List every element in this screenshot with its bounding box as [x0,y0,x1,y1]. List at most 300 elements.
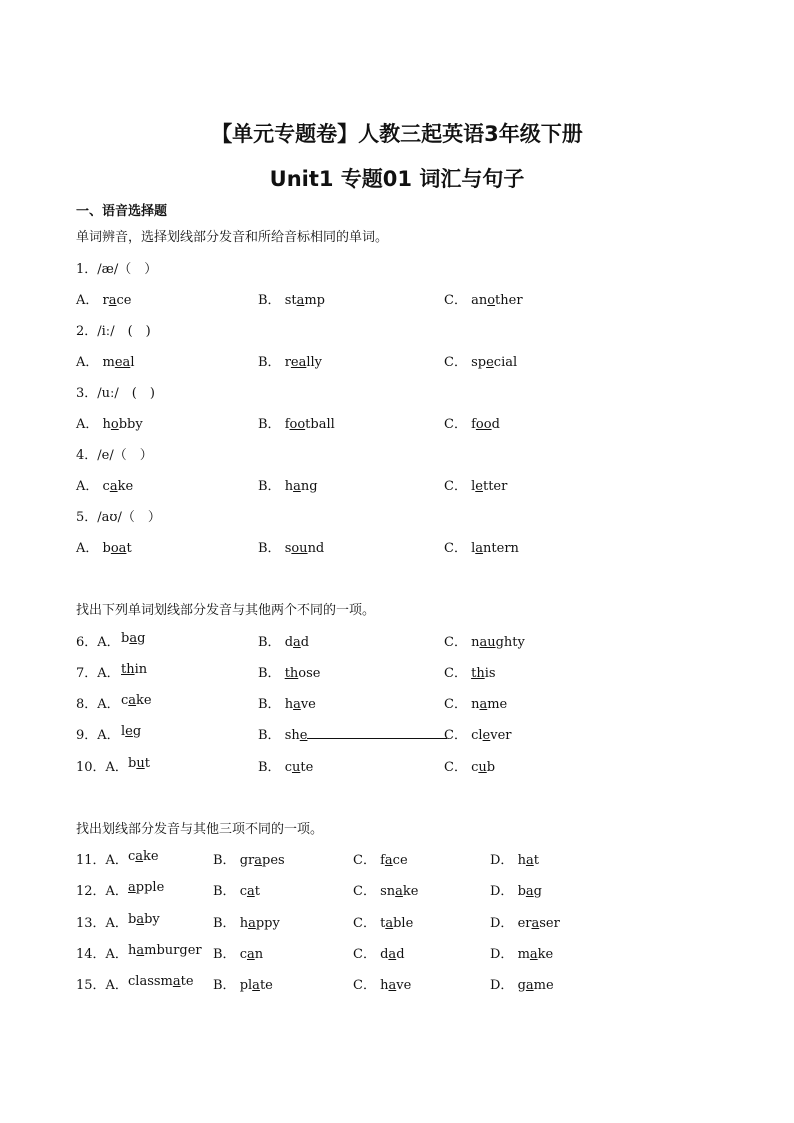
word-part: g [137,631,146,646]
underlined-sound: a [388,978,397,993]
word-part: ke [117,479,134,494]
option-c [444,662,496,681]
option-word [380,884,418,899]
option-b [213,849,285,868]
option-letter: B． [258,417,285,432]
word-part: ve [396,978,412,993]
option-word [380,978,411,993]
option-letter: C． [444,479,472,494]
option-word [121,662,147,677]
word-part: classm [128,974,173,989]
option-a [121,631,145,646]
option-a [128,880,164,895]
option-letter: C． [444,760,472,775]
word-part: lly [306,355,323,370]
option-word [285,760,314,775]
option-letter: D． [490,916,518,931]
word-part: ghty [495,635,525,650]
option-d [490,880,542,899]
word-part: d [284,635,294,650]
word-part: h [128,943,137,958]
underlined-sound: a [531,916,540,931]
underlined-sound: u [478,760,487,775]
word-part: c [239,947,247,962]
word-part: l [471,541,476,556]
option-letter: B． [213,853,240,868]
option-word [103,417,143,432]
option-word [471,760,495,775]
option-letter: D． [490,884,518,899]
option-letter: C． [444,697,472,712]
option-a [121,724,141,739]
option-letter: B． [258,293,285,308]
option-word [380,916,413,931]
option-c [353,880,418,899]
word-part: c [102,479,110,494]
option-a [121,662,147,677]
option-d [490,849,539,868]
option-b [258,693,316,712]
underlined-sound: a [388,947,397,962]
option-letter: A． [76,293,103,308]
underlined-sound: th [284,666,299,681]
word-part: ppy [255,916,280,931]
option-c [353,943,405,962]
option-letter: B． [258,728,285,743]
option-c [353,849,408,868]
question-number: 8．A． [76,697,120,712]
option-word [518,853,539,868]
word-part: mburger [144,943,202,958]
option-word [518,978,554,993]
underlined-sound: a [293,479,301,494]
option-word [471,293,522,308]
option-letter: A． [76,417,103,432]
word-part: t [380,916,386,931]
option-word [128,880,164,895]
underlined-sound: e [125,724,133,739]
underlined-sound: a [525,853,534,868]
word-part: sn [380,884,396,899]
word-part: b [486,760,496,775]
underlined-sound: e [482,728,491,743]
underlined-sound: a [293,697,301,712]
option-word [285,417,335,432]
option-letter: C． [444,293,472,308]
underlined-sound: oa [110,541,127,556]
underlined-sound: a [172,974,181,989]
word-part: tter [482,479,508,494]
option-word [518,884,542,899]
word-part: l [121,724,126,739]
question-row [0,974,794,994]
underlined-sound: th [121,662,135,677]
question-row [0,631,794,651]
word-part: b [517,884,526,899]
option-letter: C． [353,947,381,962]
option-a [128,849,159,864]
option-letter: C． [444,541,472,556]
underlined-sound: ea [290,355,307,370]
option-b [258,413,335,432]
option-word [240,884,260,899]
underlined-sound: ou [291,541,308,556]
option-word [285,635,309,650]
underlined-sound: ea [114,355,131,370]
word-part: t [533,853,539,868]
underlined-sound: a [525,884,534,899]
option-letter: B． [258,666,285,681]
option-c [353,974,411,993]
option-word [471,355,517,370]
underlined-sound: au [479,635,496,650]
underlined-sound: a [136,912,145,927]
option-letter: B． [213,978,240,993]
option-word [128,912,160,927]
option-b [213,880,260,899]
option-word [121,631,145,646]
underlined-sound: o [110,417,119,432]
underlined-sound: e [299,728,308,743]
question-number: 7．A． [76,666,120,681]
option-word [128,974,194,989]
question-stem: 1．/æ/（ ） [76,262,158,277]
question-row [0,756,794,776]
option-word [240,853,285,868]
option-word [471,635,525,650]
word-part: d [396,947,405,962]
word-part: l [471,479,476,494]
option-a [121,693,152,708]
option-letter: A． [76,355,103,370]
word-part: cial [493,355,518,370]
word-part: by [144,912,160,927]
question-number: 10．A． [76,760,128,775]
underlined-sound: a [384,853,393,868]
question-number: 14．A． [76,947,128,962]
option-letter: C． [444,417,472,432]
option-a [76,413,143,432]
option-word [471,728,511,743]
question-stem: 5．/aʊ/（ ） [76,510,161,525]
option-word [121,724,141,739]
word-part: in [134,662,148,677]
word-part: ver [490,728,512,743]
underlined-sound: a [395,884,403,899]
word-part: pes [262,853,285,868]
document-title: 【单元专题卷】人教三起英语3年级下册 [211,122,583,146]
question-stem: 4．/e/（ ） [76,448,153,463]
word-part: st [284,293,297,308]
option-letter: B． [258,635,285,650]
option-c [444,351,517,370]
options-row [0,413,794,433]
underlined-sound: a [248,916,256,931]
option-letter: C． [444,355,472,370]
option-letter: B． [258,760,285,775]
option-word [285,697,316,712]
word-part: me [487,697,508,712]
option-b [258,662,321,681]
underlined-sound: th [471,666,485,681]
word-part: l [130,355,135,370]
option-word [285,355,322,370]
option-letter: C． [444,666,472,681]
word-part: g [132,724,142,739]
word-part: s [284,541,292,556]
question-row [0,506,794,526]
question-number: 9．A． [76,728,120,743]
underlined-sound: a [293,635,301,650]
option-b [213,912,280,931]
underlined-sound: u [136,756,145,771]
underlined-sound: a [246,947,255,962]
options-row [0,289,794,309]
option-b [213,974,273,993]
word-part: pple [135,880,165,895]
question-number: 13．A． [76,916,128,931]
option-d [490,974,554,993]
underlined-sound: oo [475,417,492,432]
option-a [76,537,132,556]
question-row [0,320,794,340]
word-part: te [180,974,194,989]
question-stem: 2．/iː/ ( ) [76,324,151,339]
option-letter: B． [258,541,285,556]
word-part: d [380,947,389,962]
word-part: b [121,631,130,646]
options-row [0,351,794,371]
part-b-instruction: 找出下列单词划线部分发音与其他两个不同的一项。 [76,603,376,618]
section-heading: 一、语音选择题 [76,204,168,219]
word-part: h [380,978,389,993]
option-d [490,943,553,962]
option-word [471,479,507,494]
word-part: c [121,693,129,708]
question-row [0,880,794,900]
word-part: ve [300,697,316,712]
underlined-sound: a [109,479,118,494]
option-b [258,351,322,370]
option-b [258,756,313,775]
option-letter: A． [76,479,103,494]
option-word [471,417,500,432]
word-part: ke [402,884,419,899]
option-c [444,693,507,712]
word-part: ose [298,666,321,681]
word-part: h [284,479,294,494]
underlined-sound: a [128,880,136,895]
underlined-sound: a [246,884,255,899]
word-part: c [239,884,247,899]
option-letter: D． [490,853,518,868]
word-part: t [126,541,132,556]
option-d [490,912,560,931]
underlined-sound: a [525,978,534,993]
option-word [285,479,318,494]
underlined-sound: a [136,943,145,958]
word-part: ntern [483,541,519,556]
word-part: t [144,756,150,771]
option-c [444,537,519,556]
option-a [76,351,134,370]
underlined-sound: oo [289,417,306,432]
word-part: nd [307,541,325,556]
option-word [103,293,132,308]
answer-blank-line [307,726,447,739]
option-word [103,479,134,494]
word-part: h [102,417,111,432]
option-c [444,475,507,494]
option-b [213,943,263,962]
option-word [380,947,404,962]
option-b [258,537,324,556]
part-c-instruction: 找出划线部分发音与其他三项不同的一项。 [76,822,324,837]
word-part: h [517,853,526,868]
option-letter: C． [444,635,472,650]
word-part: c [471,760,479,775]
word-part: me [533,978,554,993]
word-part: an [471,293,488,308]
question-row [0,258,794,278]
question-row [0,444,794,464]
underlined-sound: a [135,849,144,864]
word-part: b [102,541,111,556]
option-letter: C． [353,884,381,899]
word-part: f [380,853,385,868]
option-letter: B． [258,479,285,494]
underlined-sound: u [291,760,301,775]
word-part: r [284,355,291,370]
question-number: 12．A． [76,884,128,899]
question-row [0,912,794,932]
option-letter: B． [213,916,240,931]
option-word [103,355,135,370]
word-part: g [517,978,526,993]
word-part: r [102,293,109,308]
option-word [240,978,273,993]
option-letter: A． [76,541,103,556]
option-letter: D． [490,978,518,993]
option-a [128,943,202,958]
option-c [444,413,500,432]
option-a [76,289,132,308]
word-part: te [259,978,273,993]
option-word [121,693,152,708]
word-part: ble [393,916,414,931]
underlined-sound: a [129,631,138,646]
option-letter: D． [490,947,518,962]
word-part: c [128,849,136,864]
option-c [444,289,523,308]
question-row [0,382,794,402]
word-part: ke [537,947,554,962]
underlined-sound: a [385,916,394,931]
option-a [76,475,133,494]
options-row [0,475,794,495]
option-b [258,289,325,308]
word-part: tball [305,417,335,432]
word-part: mp [304,293,326,308]
option-c [444,724,512,743]
option-word [380,853,408,868]
question-row [0,693,794,713]
word-part: cl [471,728,483,743]
word-part: bby [118,417,143,432]
word-part: ng [300,479,318,494]
option-word [471,697,507,712]
word-part: c [284,760,292,775]
option-a [128,912,160,927]
word-part: ce [116,293,132,308]
option-letter: B． [213,884,240,899]
option-letter: C． [444,728,472,743]
option-word [240,916,280,931]
option-a [128,756,150,771]
underlined-sound: a [475,541,484,556]
word-part: h [284,697,294,712]
word-part: er [517,916,532,931]
option-b [258,475,318,494]
question-row [0,662,794,682]
option-letter: C． [353,853,381,868]
option-word [471,666,495,681]
word-part: pl [239,978,253,993]
word-part: ce [392,853,408,868]
option-letter: B． [258,355,285,370]
underlined-sound: a [128,693,137,708]
option-word [240,947,263,962]
option-letter: B． [213,947,240,962]
option-word [128,756,150,771]
option-c [353,912,413,931]
word-part: t [254,884,260,899]
option-word [518,916,560,931]
underlined-sound: e [486,355,494,370]
underlined-sound: a [529,947,538,962]
option-letter: B． [258,697,285,712]
word-part: h [239,916,249,931]
option-word [103,541,132,556]
word-part: gr [239,853,255,868]
option-word [518,947,554,962]
word-part: ser [539,916,560,931]
underlined-sound: a [252,978,260,993]
option-letter: C． [353,916,381,931]
underlined-sound: e [475,479,483,494]
question-number: 11．A． [76,853,128,868]
options-row [0,537,794,557]
option-c [444,631,525,650]
word-part: n [471,697,480,712]
question-row [0,849,794,869]
word-part: d [491,417,500,432]
underlined-sound: a [479,697,488,712]
word-part: f [284,417,290,432]
underlined-sound: a [108,293,117,308]
option-b [258,724,447,743]
word-part: b [128,756,137,771]
question-stem: 3．/uː/ ( ) [76,386,155,401]
word-part: b [128,912,137,927]
option-word [285,728,308,743]
part-a-instruction: 单词辨音，选择划线部分发音和所给音标相同的单词。 [76,230,389,245]
option-a [128,974,194,989]
option-c [444,756,495,775]
underlined-sound: a [254,853,262,868]
question-number: 15．A． [76,978,128,993]
underlined-sound: o [487,293,496,308]
